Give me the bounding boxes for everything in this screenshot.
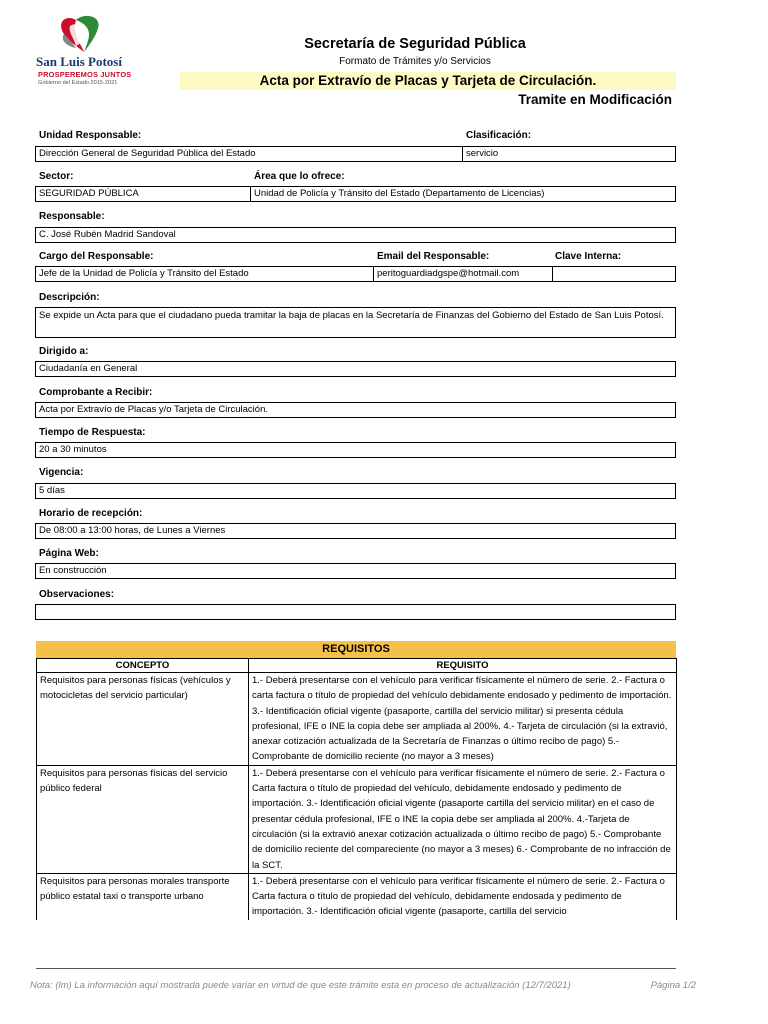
concepto-cell: Requisitos para personas físicas (vehículos y motocicletas del servicio particular) (37, 673, 249, 766)
descripcion-field: Se expide un Acta para que el ciudadano pueda tramitar la baja de placas en la Secretaría de Finanzas del Gobierno del Estado de San Luis Potosí. (35, 307, 676, 338)
requisitos-header: REQUISITOS (36, 641, 676, 658)
table-row (37, 873, 677, 919)
logo-slogan: PROSPEREMOS JUNTOS (38, 70, 132, 79)
page-title: Secretaría de Seguridad Pública (304, 36, 526, 52)
email-label: Email del Responsable: (377, 251, 490, 262)
cargo-label: Cargo del Responsable: (39, 251, 154, 262)
unidad-field: Dirección General de Seguridad Pública del Estado (35, 146, 463, 162)
comprobante-field: Acta por Extravío de Placas y/o Tarjeta de Circulación. (35, 402, 676, 418)
observaciones-label: Observaciones: (39, 589, 115, 600)
clave-field (552, 266, 676, 282)
footer-divider (36, 968, 676, 969)
requisitos-table (36, 658, 677, 920)
table-row (37, 673, 677, 766)
email-field: peritoguardiadgspe@hotmail.com (373, 266, 553, 282)
web-field: En construcción (35, 563, 676, 579)
logo-name: San Luis Potosí (36, 54, 122, 69)
table-header-row (37, 659, 677, 673)
clave-label: Clave Interna: (555, 251, 622, 262)
unidad-label: Unidad Responsable: (39, 130, 142, 141)
page-number: Página 1/2 (650, 980, 696, 991)
clasificacion-label: Clasificación: (466, 130, 532, 141)
heart-emblem-icon (36, 14, 132, 54)
descripcion-label: Descripción: (39, 292, 100, 303)
sector-field: SEGURIDAD PÚBLICA (35, 186, 251, 202)
vigencia-label: Vigencia: (39, 467, 84, 478)
footer-note: Nota: (lm) La información aquí mostrada puede variar en virtud de que este trámite esta en proceso de actualización (12/7/2021) (30, 980, 571, 991)
column-header-requisito: REQUISITO (249, 659, 677, 673)
area-field: Unidad de Policía y Tránsito del Estado (Departamento de Licencias) (250, 186, 676, 202)
cargo-field: Jefe de la Unidad de Policía y Tránsito del Estado (35, 266, 374, 282)
tiempo-label: Tiempo de Respuesta: (39, 427, 146, 438)
web-label: Página Web: (39, 548, 99, 559)
procedure-title: Acta por Extravío de Placas y Tarjeta de Circulación. (259, 73, 597, 88)
vigencia-field: 5 días (35, 483, 676, 499)
sector-label: Sector: (39, 171, 74, 182)
requisito-cell: 1.- Deberá presentarse con el vehículo para verificar físicamente el número de serie. 2.- Factura o carta factura o título de propiedad del vehículo debidamente endosado y pedimento de importación. 3.- Identificación oficial vigente (pasaporte, cartilla del servicio militar) si presenta cédula profesional, IFE o INE la copia debe ser ampliada al 200%. 4.- Tarjeta de circulación (si la extravió, anexar cotización actualizada de la Secretaría de Finanzas o último recibo de pago) 5.- Comprobante de domicilio reciente (no mayor a 3 meses) (249, 673, 677, 766)
area-label: Área que lo ofrece: (254, 171, 345, 182)
horario-label: Horario de recepción: (39, 508, 143, 519)
table-row (37, 765, 677, 873)
responsable-label: Responsable: (39, 211, 105, 222)
concepto-cell: Requisitos para personas físicas del servicio público federal (37, 765, 249, 873)
logo-government-period: Gobierno del Estado 2015-2021 (38, 80, 118, 86)
clasificacion-field: servicio (462, 146, 676, 162)
observaciones-field (35, 604, 676, 620)
requisito-cell: 1.- Deberá presentarse con el vehículo para verificar físicamente el número de serie. 2.- Factura o Carta factura o título de propiedad del vehículo, debidamente endosado y pedimento de importación. 3.- Identificación oficial vigente (pasaporte cartilla del servicio militar) en el caso de presentar cédula profesional, IFE o INE la copia debe ser ampliada al 200%. 4.-Tarjeta de circulación (si la extravió anexar cotización actualizada o último recibo de pago) 5.- Comprobante de domicilio reciente del compareciente (no mayor a 3 meses) 6.- Comprobante de no infracción de la SCT. (249, 765, 677, 873)
dirigido-label: Dirigido a: (39, 346, 89, 357)
requisito-cell: 1.- Deberá presentarse con el vehículo para verificar físicamente el número de serie. 2.- Factura o Carta factura o título de propiedad del vehículo, debidamente endosada y pedimento de importación. 3.- Identificación oficial vigente (pasaporte, cartilla del servicio (249, 873, 677, 919)
tiempo-field: 20 a 30 minutos (35, 442, 676, 458)
responsable-field: C. José Rubén Madrid Sandoval (35, 227, 676, 243)
concepto-cell: Requisitos para personas morales transporte público estatal taxi o transporte urbano (37, 873, 249, 919)
column-header-concepto: CONCEPTO (37, 659, 249, 673)
state-logo (36, 14, 132, 94)
procedure-status: Tramite en Modificación (518, 92, 672, 107)
comprobante-label: Comprobante a Recibir: (39, 387, 153, 398)
horario-field: De 08:00 a 13:00 horas, de Lunes a Viernes (35, 523, 676, 539)
dirigido-field: Ciudadanía en General (35, 361, 676, 377)
page-subtitle: Formato de Trámites y/o Servicios (339, 56, 491, 67)
